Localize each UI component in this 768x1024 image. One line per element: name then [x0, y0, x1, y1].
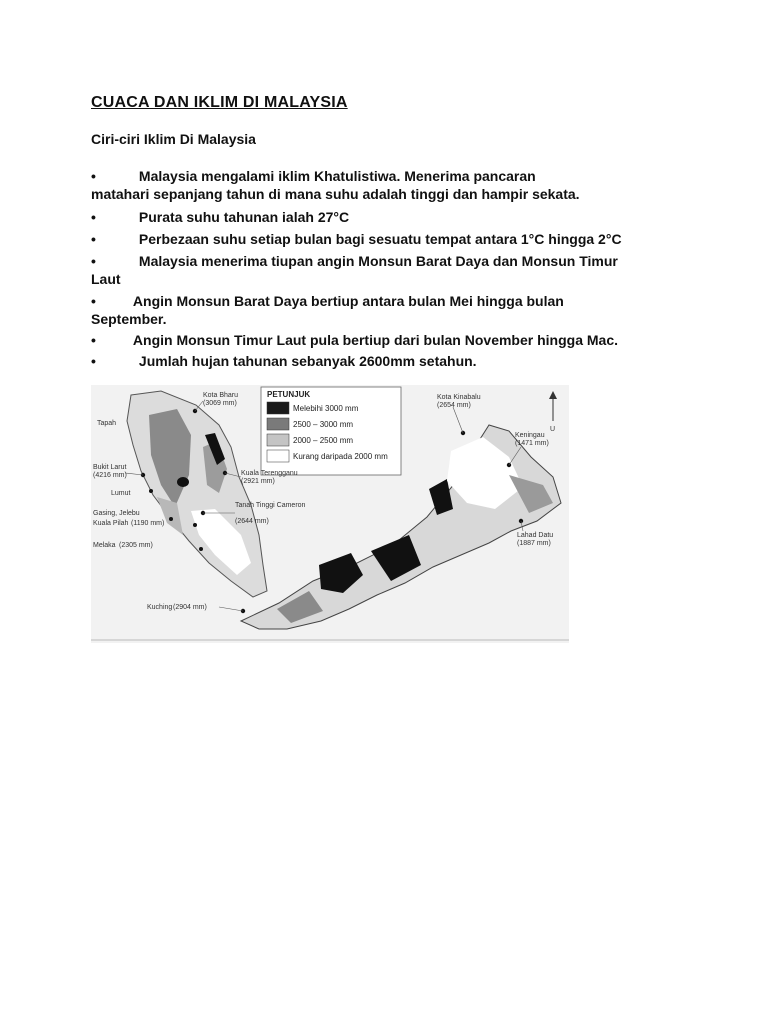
bullet-symbol: •: [91, 253, 96, 269]
bullet-item: [91, 208, 691, 226]
station-name: Tapah: [97, 420, 117, 427]
bullet-text-line1: Purata suhu tahunan ialah 27°C: [138, 209, 350, 225]
bullet-item: [91, 331, 691, 349]
station-name: Kota Kinabalu: [437, 394, 481, 401]
station-name: Gasing, Jelebu: [93, 510, 140, 517]
legend-swatch-over-3000: [267, 402, 289, 414]
station-name: Kota Bharu: [203, 392, 239, 399]
bullet-text-line1: Angin Monsun Timur Laut pula bertiup dari bulan November hingga Mac.: [132, 332, 619, 348]
bullet-symbol: •: [91, 168, 96, 184]
station-value: (2644 mm): [235, 518, 269, 525]
bullet-symbol: •: [91, 353, 96, 369]
station-value: (2654 mm): [437, 402, 471, 409]
legend-title: PETUNJUK: [267, 390, 311, 399]
legend-label: 2000 – 2500 mm: [293, 436, 354, 445]
station-value: (4216 mm): [93, 472, 127, 479]
bullet-item: [91, 167, 691, 203]
bullet-text-line1: Jumlah hujan tahunan sebanyak 2600mm setahun.: [138, 353, 477, 369]
bullet-symbol: •: [91, 209, 96, 225]
legend-label: Kurang daripada 2000 mm: [293, 452, 388, 461]
bullet-symbol: •: [91, 332, 96, 348]
station-value: (1471 mm): [515, 440, 549, 447]
station-name: Keningau: [515, 432, 545, 439]
station-name: Lumut: [111, 490, 131, 497]
bullet-item: [91, 292, 691, 328]
station-name: Bukit Larut: [93, 464, 127, 471]
bullet-item: [91, 230, 691, 248]
bullet-text-line1: Perbezaan suhu setiap bulan bagi sesuatu tempat antara 1°C hingga 2°C: [138, 231, 622, 247]
bullet-text-line1: Angin Monsun Barat Daya bertiup antara bulan Mei hingga bulan: [132, 293, 564, 309]
station-value: (2305 mm): [119, 542, 153, 549]
station-name: Melaka: [93, 542, 116, 549]
station-name: Lahad Datu: [517, 532, 554, 539]
station-name: Kuala Pilah: [93, 520, 129, 527]
bullet-item: [91, 252, 691, 288]
station-value: (2904 mm): [173, 604, 207, 611]
legend-swatch-2000-2500: [267, 434, 289, 446]
station-dot: [199, 547, 203, 551]
rainfall-map: [91, 385, 569, 643]
map-legend: [261, 387, 401, 475]
station-dot: [193, 523, 197, 527]
legend-swatch-under-2000: [267, 450, 289, 462]
legend-label: 2500 – 3000 mm: [293, 420, 354, 429]
section-subtitle: Ciri-ciri Iklim Di Malaysia: [91, 131, 256, 147]
station-value: (1190 mm): [131, 520, 165, 527]
bullet-symbol: •: [91, 231, 96, 247]
bullet-text-line2: matahari sepanjang tahun di mana suhu adalah tinggi dan hampir sekata.: [91, 186, 580, 202]
bullet-symbol: •: [91, 293, 96, 309]
bullet-text-line2: Laut: [91, 271, 121, 287]
station-value: (1887 mm): [517, 540, 551, 547]
legend-swatch-2500-3000: [267, 418, 289, 430]
peninsula-zone-over-3000-spot: [177, 477, 189, 487]
station-name: Kuala Terengganu: [241, 470, 298, 477]
rainfall-map-svg: [91, 385, 569, 643]
page-title: CUACA DAN IKLIM DI MALAYSIA: [91, 94, 348, 111]
north-label: U: [550, 426, 556, 433]
station-name: Kuching: [147, 604, 173, 611]
bullet-item: [91, 352, 691, 370]
station-value: (3069 mm): [203, 400, 237, 407]
station-value: (2921 mm): [241, 478, 275, 485]
station-dot: [169, 517, 173, 521]
station-dot: [149, 489, 153, 493]
bullet-text-line1: Malaysia menerima tiupan angin Monsun Barat Daya dan Monsun Timur: [138, 253, 618, 269]
bullet-text-line2: September.: [91, 311, 167, 327]
legend-label: Melebihi 3000 mm: [293, 404, 359, 413]
station-name: Tanah Tinggi Cameron: [235, 502, 306, 509]
bullet-text-line1: Malaysia mengalami iklim Khatulistiwa. Menerima pancaran: [138, 168, 536, 184]
